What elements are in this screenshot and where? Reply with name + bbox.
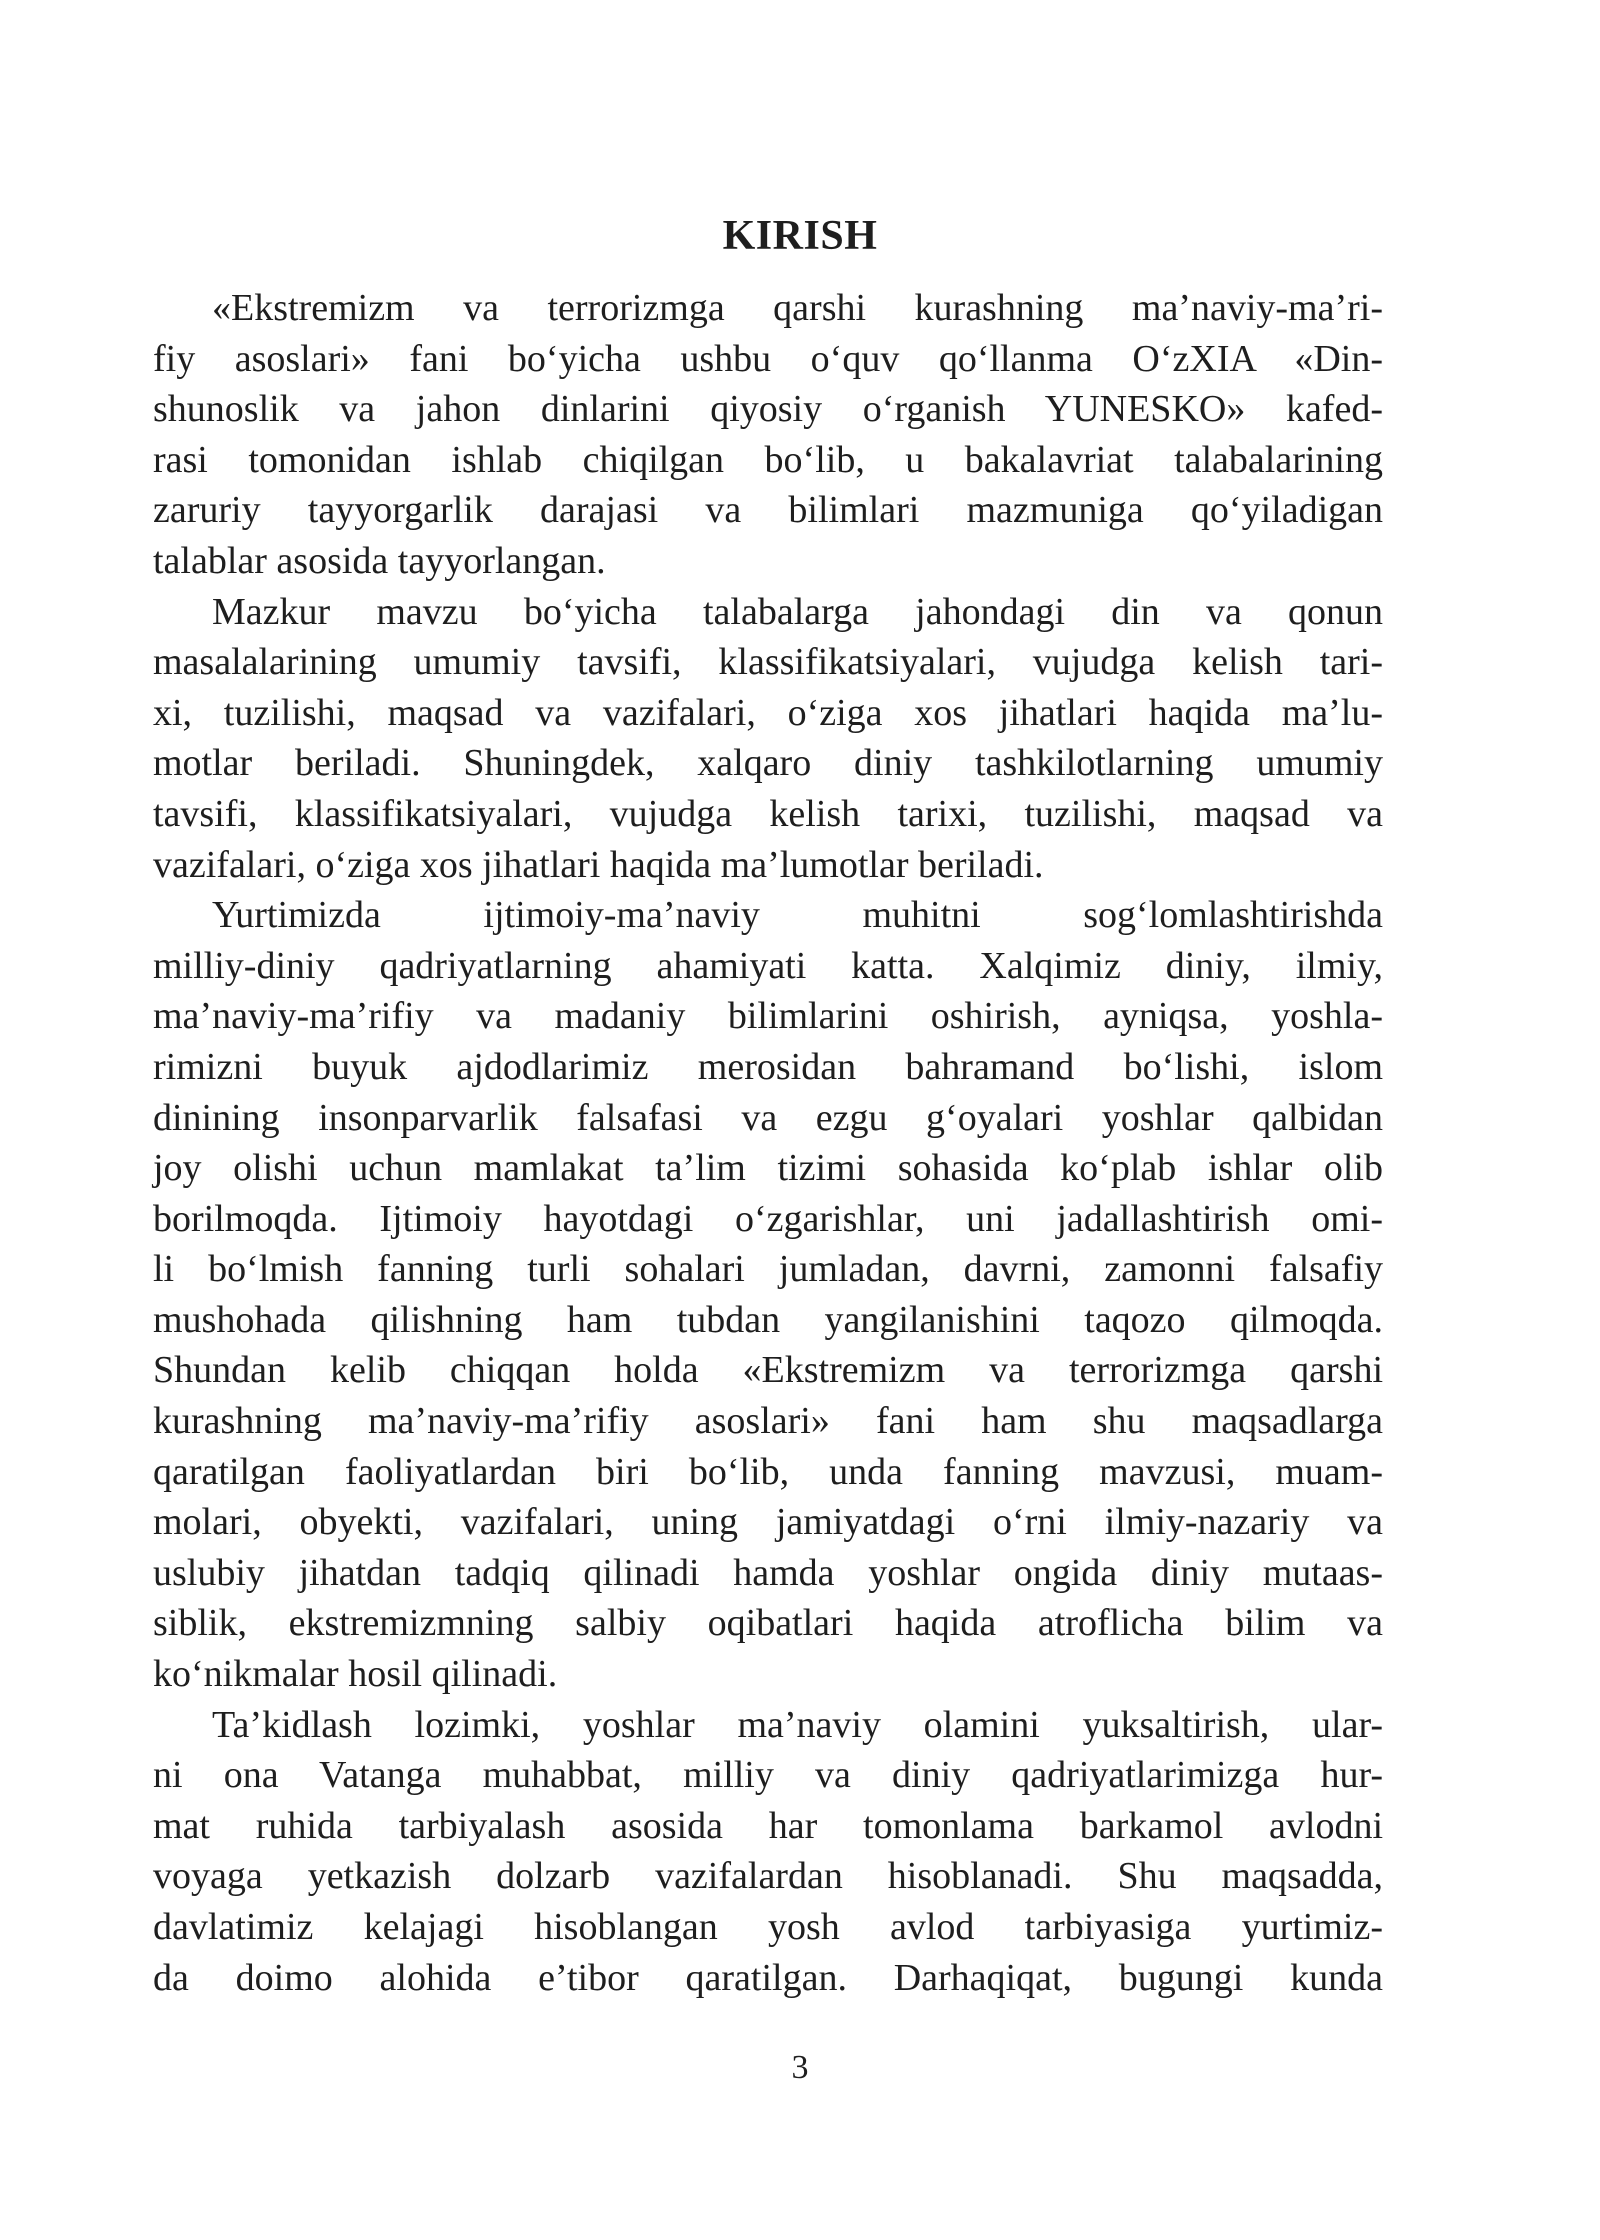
paragraph-line: kurashning ma’naviy-ma’rifiy asoslari» fani ham shu maqsadlarga [153,1400,1383,1443]
paragraph-line: xi, tuzilishi, maqsad va vazifalari, o‘ziga xos jihatlari haqida ma’lu- [153,691,1383,734]
paragraph-line: borilmoqda. Ijtimoiy hayotdagi o‘zgarishlar, uni jadallashtirish omi- [153,1197,1383,1240]
paragraph-line: siblik, ekstremizmning salbiy oqibatlari haqida atroflicha bilim va [153,1602,1383,1645]
paragraph-line: rasi tomonidan ishlab chiqilgan bo‘lib, u bakalavriat talabalarining [153,438,1383,481]
paragraph-line: milliy-diniy qadriyatlarning ahamiyati katta. Xalqimiz diniy, ilmiy, [153,944,1383,987]
paragraph-line: davlatimiz kelajagi hisoblangan yosh avlod tarbiyasiga yurtimiz- [153,1906,1383,1948]
paragraph-line: Yurtimizda ijtimoiy-ma’naviy muhitni sog‘lomlashtirishda [212,894,1383,937]
paragraph-line: zaruriy tayyorgarlik darajasi va bilimlari mazmuniga qo‘yiladigan [153,489,1383,532]
paragraph-line: voyaga yetkazish dolzarb vazifalardan hisoblanadi. Shu maqsadda, [153,1855,1383,1898]
paragraph-line: ma’naviy-ma’rifiy va madaniy bilimlarini oshirish, ayniqsa, yoshla- [153,995,1383,1038]
paragraph-line: masalalarining umumiy tavsifi, klassifikatsiyalari, vujudga kelish tari- [153,641,1383,684]
paragraph-line: rimizni buyuk ajdodlarimiz merosidan bahramand bo‘lishi, islom [153,1045,1383,1088]
paragraph-line: fiy asoslari» fani bo‘yicha ushbu o‘quv qo‘llanma O‘zXIA «Din- [153,337,1383,380]
paragraph-line: ko‘nikmalar hosil qilinadi. [153,1653,558,1696]
paragraph-line: li bo‘lmish fanning turli sohalari jumladan, davrni, zamonni falsafiy [153,1248,1383,1291]
paragraph-line: molari, obyekti, vazifalari, uning jamiyatdagi o‘rni ilmiy-nazariy va [153,1501,1383,1544]
paragraph-line: tavsifi, klassifikatsiyalari, vujudga kelish tarixi, tuzilishi, maqsad va [153,792,1383,835]
page-number: 3 [791,2049,809,2086]
paragraph-line: Mazkur mavzu bo‘yicha talabalarga jahondagi din va qonun [212,590,1383,633]
paragraph-line: da doimo alohida e’tibor qaratilgan. Darhaqiqat, bugungi kunda [153,1956,1383,1999]
paragraph-line: motlar beriladi. Shuningdek, xalqaro diniy tashkilotlarning umumiy [153,742,1383,785]
paragraph-line: «Ekstremizm va terrorizmga qarshi kurashning ma’naviy-ma’ri- [212,287,1383,329]
paragraph-line: talablar asosida tayyorlangan. [153,539,606,582]
paragraph-line: uslubiy jihatdan tadqiq qilinadi hamda yoshlar ongida diniy mutaas- [153,1551,1383,1594]
paragraph-line: dinining insonparvarlik falsafasi va ezgu g‘oyalari yoshlar qalbidan [153,1096,1383,1139]
paragraph-line: qaratilgan faoliyatlardan biri bo‘lib, unda fanning mavzusi, muam- [153,1450,1383,1493]
paragraph-line: Ta’kidlash lozimki, yoshlar ma’naviy olamini yuksaltirish, ular- [212,1703,1383,1746]
page-title: KIRISH [722,213,878,259]
body-text [153,283,1383,2003]
paragraph-line: ni ona Vatanga muhabbat, milliy va diniy qadriyatlarimizga hur- [153,1754,1383,1797]
paragraph-line: mat ruhida tarbiyalash asosida har tomonlama barkamol avlodni [153,1804,1383,1847]
paragraph-line: mushohada qilishning ham tubdan yangilanishini taqozo qilmoqda. [153,1298,1383,1341]
paragraph-line: Shundan kelib chiqqan holda «Ekstremizm va terrorizmga qarshi [153,1349,1383,1392]
paragraph-line: vazifalari, o‘ziga xos jihatlari haqida ma’lumotlar beriladi. [153,843,1044,886]
paragraph-line: shunoslik va jahon dinlarini qiyosiy o‘rganish YUNESKO» kafed- [153,388,1383,431]
paragraph-line: joy olishi uchun mamlakat ta’lim tizimi sohasida ko‘plab ishlar olib [153,1147,1383,1190]
